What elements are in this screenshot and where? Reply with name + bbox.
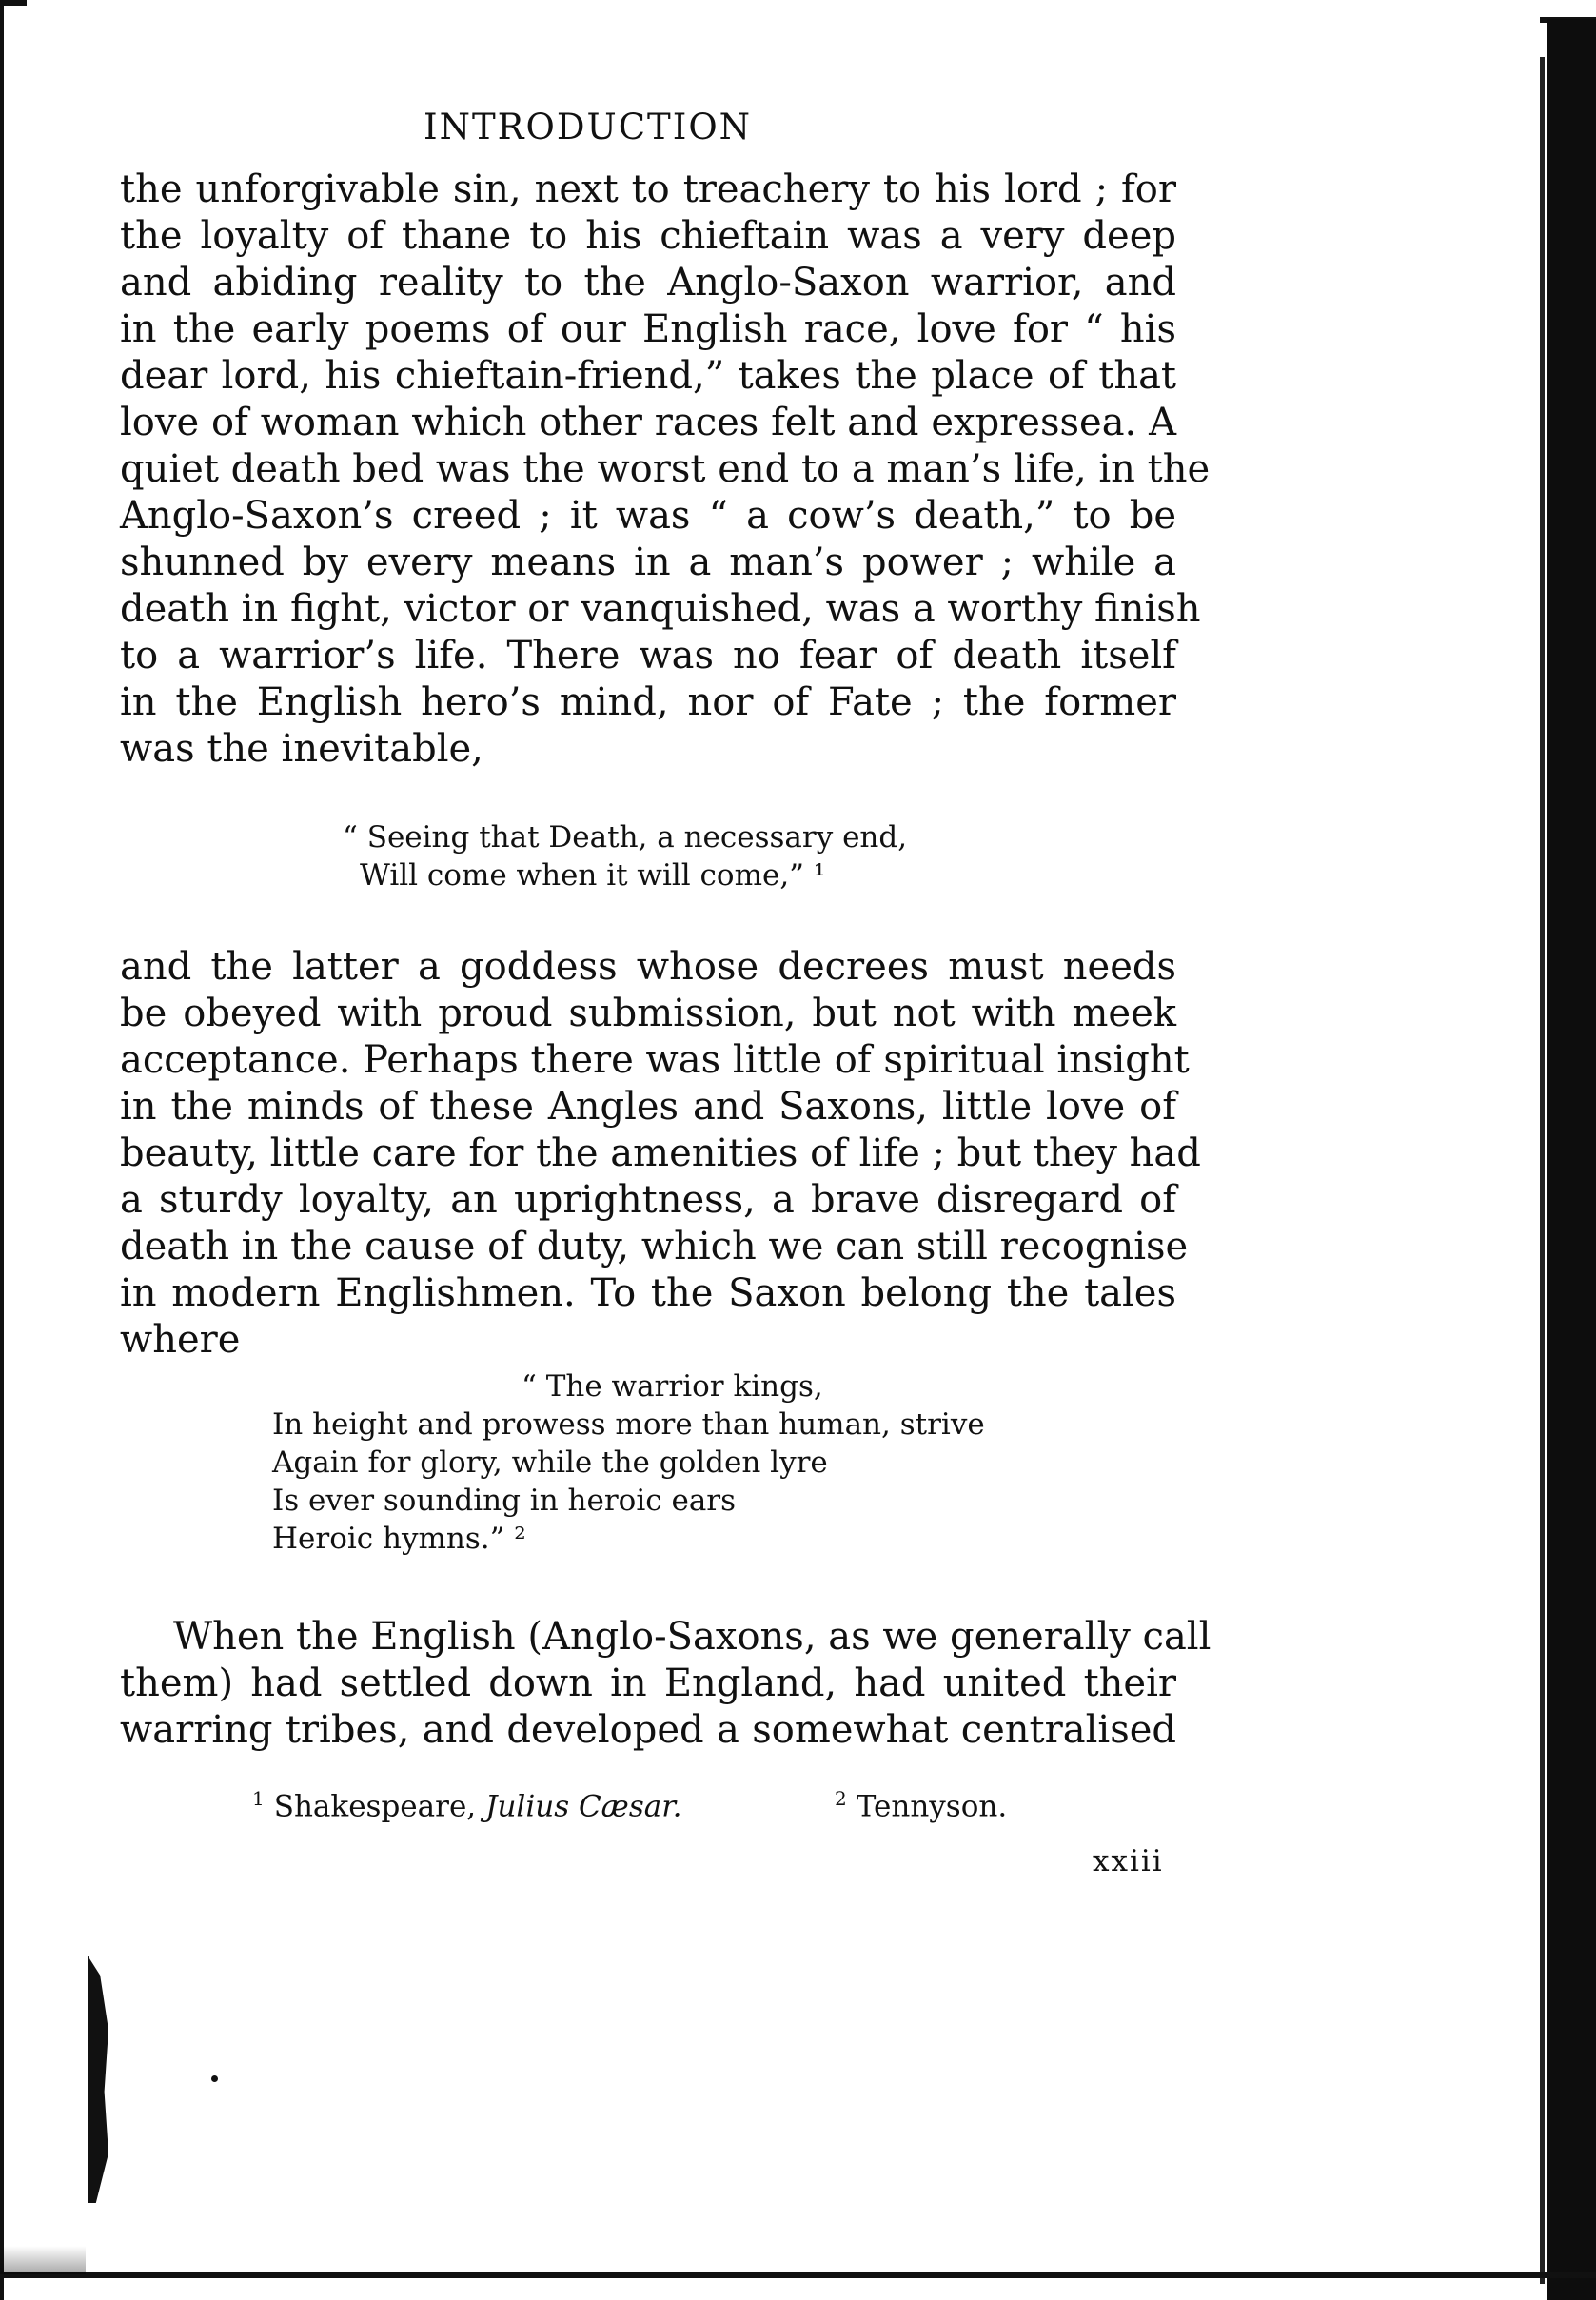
text-line: was the inevitable,: [120, 727, 483, 771]
text-line: to a warrior’s life. There was no fear of death itself: [120, 634, 1176, 678]
text-line: warring tribes, and developed a somewhat centralised: [120, 1708, 1176, 1752]
text-line: Anglo-Saxon’s creed ; it was “ a cow’s death,” to be: [120, 494, 1176, 538]
footnote-text: Shakespeare,: [273, 1789, 477, 1824]
running-head: INTRODUCTION: [424, 107, 753, 147]
text-line: beauty, little care for the amenities of life ; but they had: [120, 1131, 1201, 1175]
footnote-text: Tennyson.: [856, 1789, 1008, 1824]
paragraph-2: [120, 944, 1201, 1364]
verse-line: “ Seeing that Death, a necessary end,: [343, 820, 908, 855]
text-line: death in the cause of duty, which we can still recognise: [120, 1225, 1189, 1268]
verse-line: Is ever sounding in heroic ears: [272, 1484, 737, 1518]
text-line: be obeyed with proud submission, but not with meek: [120, 992, 1176, 1035]
text-line: in the early poems of our English race, love for “ his: [120, 307, 1176, 351]
scan-shadow-bottom-left: [0, 2246, 86, 2274]
text-line: dear lord, his chieftain-friend,” takes the place of that: [120, 354, 1176, 398]
verse-line: Again for glory, while the golden lyre: [272, 1445, 828, 1480]
text-line: and the latter a goddess whose decrees must needs: [120, 945, 1176, 989]
paragraph-1: [120, 167, 1211, 773]
text-line: the unforgivable sin, next to treachery to his lord ; for: [120, 167, 1176, 211]
text-line: in the minds of these Angles and Saxons, little love of: [120, 1085, 1176, 1129]
verse-line: Will come when it will come,” ¹: [360, 858, 826, 893]
scan-edge-left: [0, 0, 4, 2300]
text-line: them) had settled down in England, had united their: [120, 1661, 1176, 1705]
scan-speck: [211, 2075, 218, 2082]
text-line: in modern Englishmen. To the Saxon belong the tales: [120, 1271, 1176, 1315]
page-number: xxiii: [1093, 1844, 1164, 1878]
text-line: shunned by every means in a man’s power ; while a: [120, 541, 1176, 584]
text-line: a sturdy loyalty, an uprightness, a brave disregard of: [120, 1178, 1176, 1222]
text-line: death in fight, victor or vanquished, was a worthy finish: [120, 587, 1201, 631]
text-line: the loyalty of thane to his chieftain was a very deep: [120, 214, 1176, 258]
verse-line: In height and prowess more than human, strive: [272, 1407, 985, 1442]
verse-quote-1: [343, 818, 907, 894]
text-line: acceptance. Perhaps there was little of spiritual insight: [120, 1038, 1190, 1082]
footnote-2: [835, 1787, 1007, 1823]
text-line: quiet death bed was the worst end to a man’s life, in the: [120, 447, 1211, 491]
footnote-marker: 2: [835, 1787, 847, 1810]
verse-line: “ The warrior kings,: [522, 1369, 823, 1404]
verse-quote-2: [272, 1367, 985, 1558]
text-line: When the English (Anglo-Saxons, as we generally call: [173, 1615, 1212, 1659]
scan-binding-shadow: [88, 1956, 108, 2203]
text-line: in the English hero’s mind, nor of Fate ; the former: [120, 680, 1176, 724]
scan-corner-mark: [0, 0, 27, 6]
paragraph-3: [120, 1614, 1212, 1754]
verse-line: Heroic hymns.” ²: [272, 1522, 526, 1556]
footnote-marker: 1: [252, 1787, 265, 1810]
text-line: where: [120, 1318, 241, 1362]
footnote-title: Julius Cæsar.: [485, 1789, 682, 1824]
scan-edge-right: [1547, 19, 1596, 2300]
scan-edge-right-inner: [1540, 57, 1545, 2284]
text-line: love of woman which other races felt and expressea. A: [120, 401, 1176, 444]
scan-edge-bottom: [0, 2272, 1596, 2278]
text-line: and abiding reality to the Anglo-Saxon warrior, and: [120, 261, 1176, 305]
footnote-1: [252, 1787, 681, 1823]
